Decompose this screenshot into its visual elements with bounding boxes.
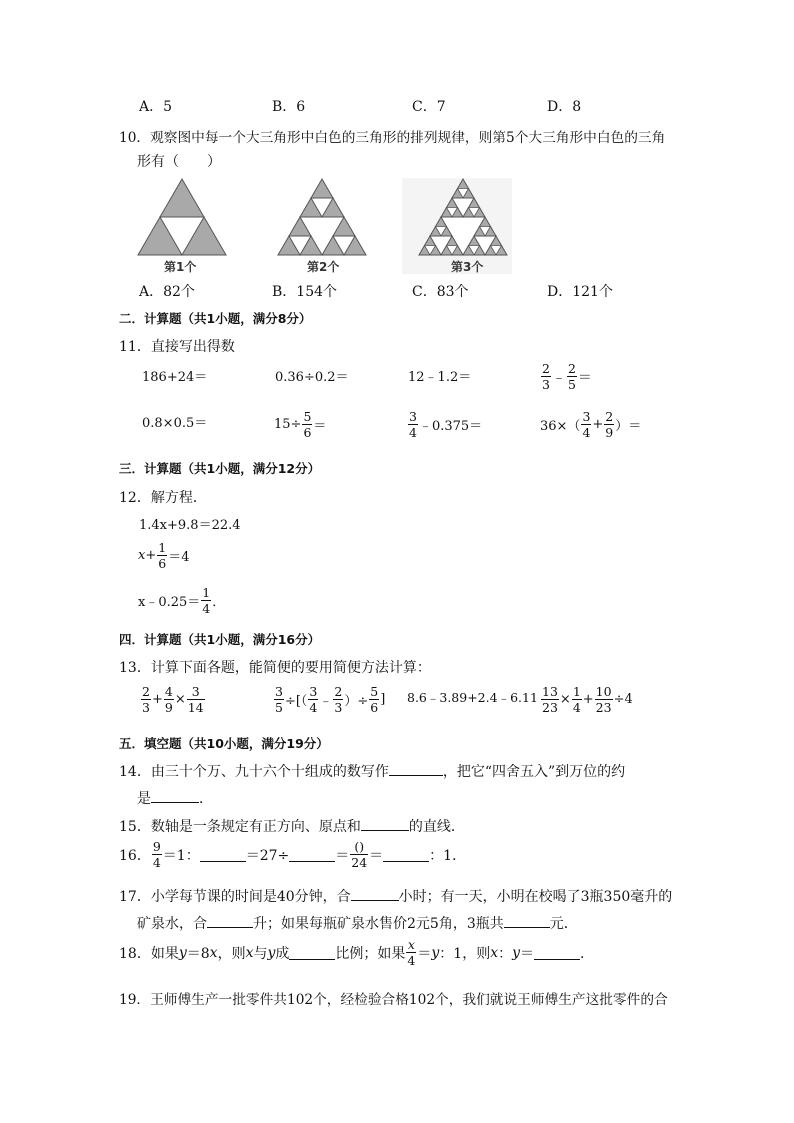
section-4-heading: 四．计算题（共1小题，满分16分） (119, 632, 321, 647)
answer-blank (504, 914, 550, 928)
q10-option-b: B．154个 (272, 284, 338, 300)
expr-b: $\frac{3}{5}$ ÷[（ $\frac{3}{4}$ ﹣ $\frac{2}{3}$ ）÷ $\frac{5}{6}$ ] (275, 684, 386, 716)
q10-option-c: C．83个 (412, 284, 469, 300)
option-d: D．8 (547, 99, 582, 115)
equation-3: x﹣0.25＝ $\frac{1}{4}$ ． (138, 585, 226, 617)
q10-stem: 10．观察图中每一个大三角形中白色的三角形的排列规律，则第5个大三角形中白色的三角 (119, 130, 666, 146)
q16: 16． $\frac{9}{4}$ ＝1： ＝27÷ ＝ $\frac{()}{24}$ ＝ ：1． (119, 839, 467, 871)
option-b: B．6 (272, 99, 306, 115)
section-3-heading: 三．计算题（共1小题，满分12分） (119, 461, 321, 476)
section-5-heading: 五．填空题（共10小题，满分19分） (119, 736, 329, 751)
calc-7: $\frac{3}{4}$ ﹣0.375＝ (409, 409, 483, 441)
q10-option-d: D．121个 (547, 284, 613, 300)
expr-d: $\frac{13}{23}$ × $\frac{1}{4}$ + $\frac{10}{23}$ ÷4 (542, 684, 633, 716)
expr-c: 8.6﹣3.89+2.4﹣6.11 (407, 690, 538, 705)
equation-1: 1.4x+9.8＝22.4 (139, 518, 241, 533)
answer-blank (361, 817, 409, 831)
answer-blank (289, 946, 335, 960)
q14-line2: 是 ． (137, 791, 213, 807)
triangle-figure-1 (138, 179, 226, 255)
q10-stem-cont: 形有（ ） (137, 154, 221, 170)
calc-4: $\frac{2}{3}$ ﹣ $\frac{2}{5}$ ＝ (542, 361, 592, 393)
triangle-figure-2 (278, 179, 366, 255)
figure-label-2: 第2个 (307, 260, 340, 274)
q17-line1: 17．小学每节课的时间是40分钟，合 小时；有一天，小明在校喝了3瓶350毫升的 (119, 889, 673, 905)
calc-1: 186+24＝ (142, 370, 208, 385)
figure-label-3: 第3个 (451, 260, 484, 274)
q18: 18．如果 y ＝8 x ，则 x 与 y 成 比例；如果 $\frac{x}{4}$ ＝ y ：1，则 x ： y ＝ ． (119, 937, 595, 969)
calc-3: 12﹣1.2＝ (408, 370, 472, 385)
answer-blank (351, 887, 399, 901)
q12-stem: 12．解方程． (119, 490, 207, 506)
calc-8: 36×（ $\frac{3}{4}$ + $\frac{2}{9}$ ）＝ (540, 409, 642, 441)
q14-line1: 14．由三十个万、九十六个十组成的数写作 ，把它“四舍五入”到万位的约 (119, 764, 626, 780)
option-a: A．5 (139, 99, 173, 115)
triangle-pattern-figure (136, 176, 512, 274)
expr-a: $\frac{2}{3}$ + $\frac{4}{9}$ × $\frac{3}{14}$ (142, 684, 204, 716)
q15: 15．数轴是一条规定有正方向、原点和 的直线． (119, 819, 465, 835)
q13-stem: 13．计算下面各题，能简便的要用简便方法计算： (119, 660, 431, 676)
calc-5: 0.8×0.5＝ (142, 416, 208, 431)
equation-2: x+ $\frac{1}{6}$ ＝4 (138, 540, 190, 572)
q10-option-a: A．82个 (139, 284, 195, 300)
answer-blank (534, 946, 580, 960)
answer-blank (207, 914, 253, 928)
calc-2: 0.36÷0.2＝ (275, 370, 349, 385)
calc-6: 15÷ $\frac{5}{6}$ ＝ (274, 409, 327, 441)
figure-label-1: 第1个 (164, 260, 197, 274)
answer-blank (383, 848, 429, 862)
q19-line1: 19．王师傅生产一批零件共102个，经检验合格102个，我们就说王师傅生产这批零件的合 (119, 992, 668, 1008)
answer-blank (289, 848, 335, 862)
q11-stem: 11．直接写出得数 (119, 339, 235, 355)
q17-line2: 矿泉水，合 升；如果每瓶矿泉水售价2元5角，3瓶共 元． (137, 916, 578, 932)
answer-blank (389, 762, 443, 776)
answer-blank (151, 789, 199, 803)
section-2-heading: 二．计算题（共1小题，满分8分） (119, 311, 312, 326)
option-c: C．7 (412, 99, 446, 115)
answer-blank (200, 848, 246, 862)
